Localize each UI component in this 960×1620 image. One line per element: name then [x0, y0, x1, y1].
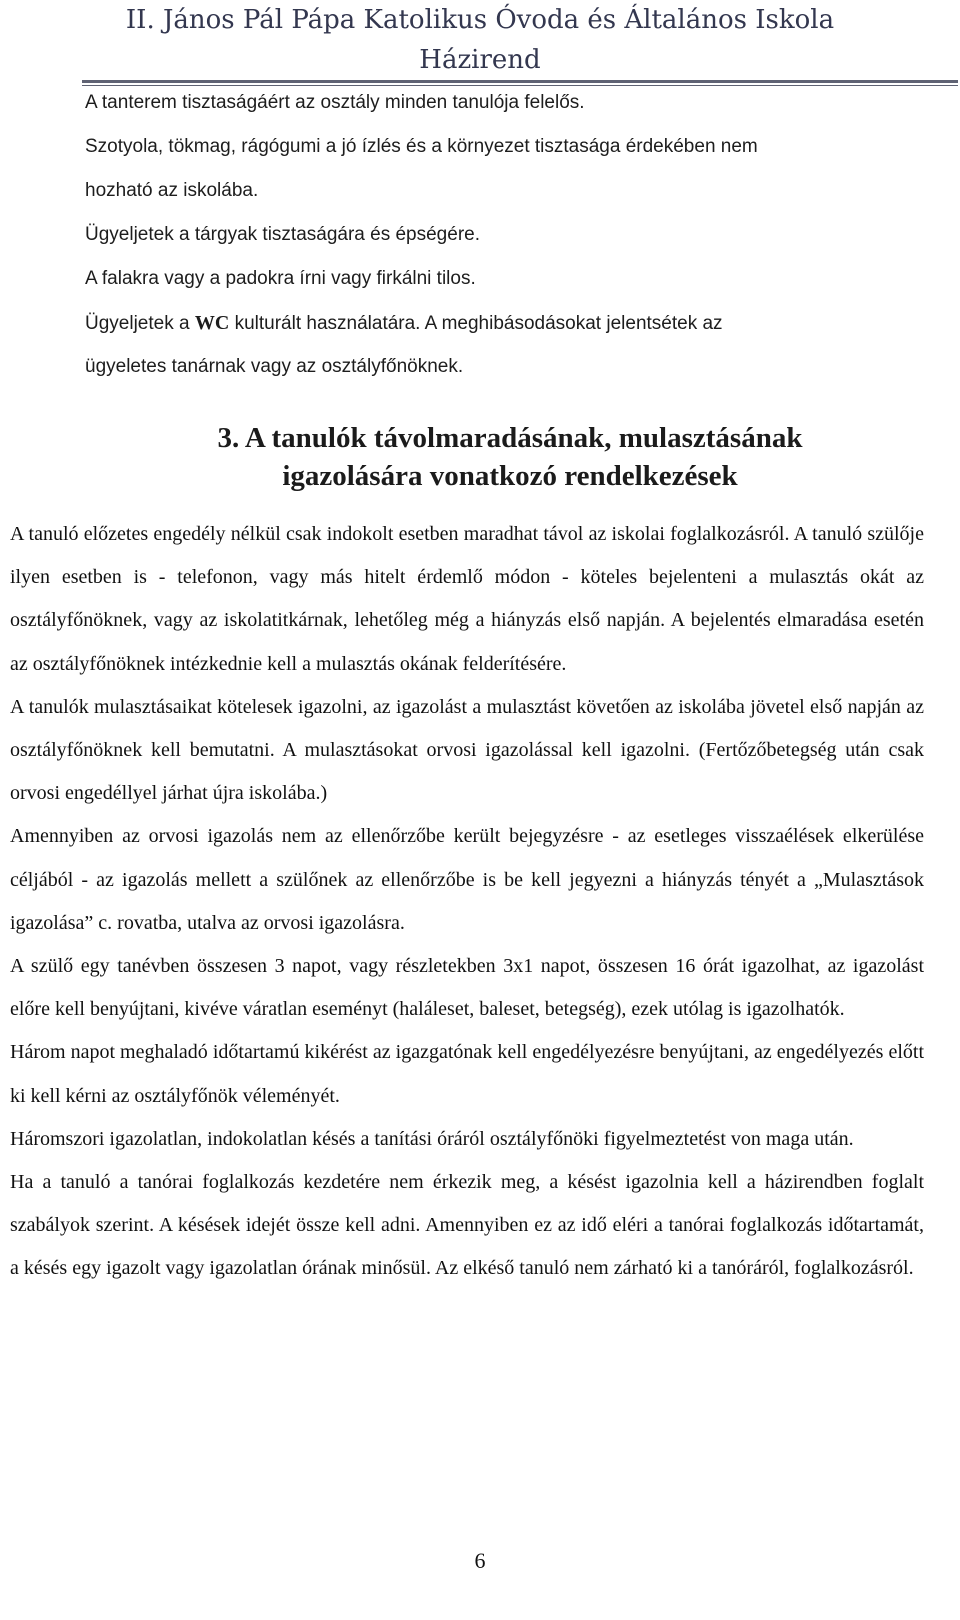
rule-line: hozható az iskolába. — [85, 180, 259, 201]
paragraph: Három napot meghaladó időtartamú kikérést az igazgatónak kell engedélyezésre benyújtani, az engedélyezés előtt ki kell kérni az osztályfőnök véleményét. — [10, 1041, 924, 1107]
rule-line: Szotyola, tökmag, rágógumi a jó ízlés és a környezet tisztasága érdekében nem — [85, 136, 758, 157]
paragraph: A szülő egy tanévben összesen 3 napot, vagy részletekben 3x1 napot, összesen 16 órát igazolhat, az igazolást előre kell benyújtani, kivéve váratlan eseményt (haláleset, baleset, betegség), ezek utólag is igazolhatók. — [10, 955, 924, 1021]
rule-line: A tanterem tisztaságáért az osztály minden tanulója felelős. — [85, 92, 585, 113]
section-heading-line: igazolására vonatkozó rendelkezések — [282, 460, 738, 492]
rule-line: ügyeletes tanárnak vagy az osztályfőnöknek. — [85, 356, 464, 377]
section-heading-line: 3. A tanulók távolmaradásának, mulasztásának — [217, 422, 803, 454]
section-body — [10, 513, 924, 1291]
rule-line-part: kulturált használatára. A meghibásodásokat jelentsétek az — [229, 313, 723, 334]
paragraph: Háromszori igazolatlan, indokolatlan késés a tanítási óráról osztályfőnöki figyelmeztetést von maga után. — [10, 1127, 854, 1150]
document-title: Házirend — [419, 45, 541, 75]
wc-bold-text: WC — [194, 312, 230, 334]
school-name: II. János Pál Pápa Katolikus Óvoda és Általános Iskola — [125, 5, 835, 35]
paragraph: A tanuló előzetes engedély nélkül csak indokolt esetben maradhat távol az iskolai foglalkozásról. A tanuló szülője ilyen esetben is - telefonon, vagy más hitelt érdemlő módon - köteles bejelenteni a mulasztás okát az osztályfőnöknek, vagy az iskolatitkárnak, lehetőleg még a hiányzás első napján. A bejelentés elmaradása esetén az osztályfőnöknek intézkednie kell a mulasztás okának felderítésére. — [10, 523, 924, 675]
header-rule-thin — [82, 85, 958, 86]
rule-line — [85, 312, 723, 335]
paragraph: Amennyiben az orvosi igazolás nem az ellenőrzőbe került bejegyzésre - az esetleges visszaélések elkerülése céljából - az igazolás mellett a szülőnek az ellenőrzőbe is be kell jegyezni a hiányzás tényét a „Mulasztások igazolása” c. rovatba, utalva az orvosi igazolásra. — [10, 825, 924, 934]
section-heading — [60, 419, 960, 495]
page-number: 6 — [474, 1548, 486, 1573]
paragraph: A tanulók mulasztásaikat kötelesek igazolni, az igazolást a mulasztást követően az iskolába jövetel első napján az osztályfőnöknek kell bemutatni. A mulasztásokat orvosi igazolással kell igazolni. (Fertőzőbetegség után csak orvosi engedéllyel járhat újra iskolába.) — [10, 695, 924, 805]
rule-line: Ügyeljetek a tárgyak tisztaságára és épségére. — [85, 224, 480, 245]
rule-line-part: Ügyeljetek a — [85, 313, 195, 334]
paragraph: Ha a tanuló a tanórai foglalkozás kezdetére nem érkezik meg, a késést igazolnia kell a házirendben foglalt szabályok szerint. A késések idejét össze kell adni. Amennyiben ez az idő eléri a tanórai foglalkozás időtartamát, a késés egy igazolt vagy igazolatlan órának minősül. Az elkéső tanuló nem zárható ki a tanóráról, foglalkozásról. — [10, 1171, 924, 1280]
header-rule-thick — [82, 80, 958, 83]
rule-line: A falakra vagy a padokra írni vagy firkálni tilos. — [85, 268, 476, 289]
